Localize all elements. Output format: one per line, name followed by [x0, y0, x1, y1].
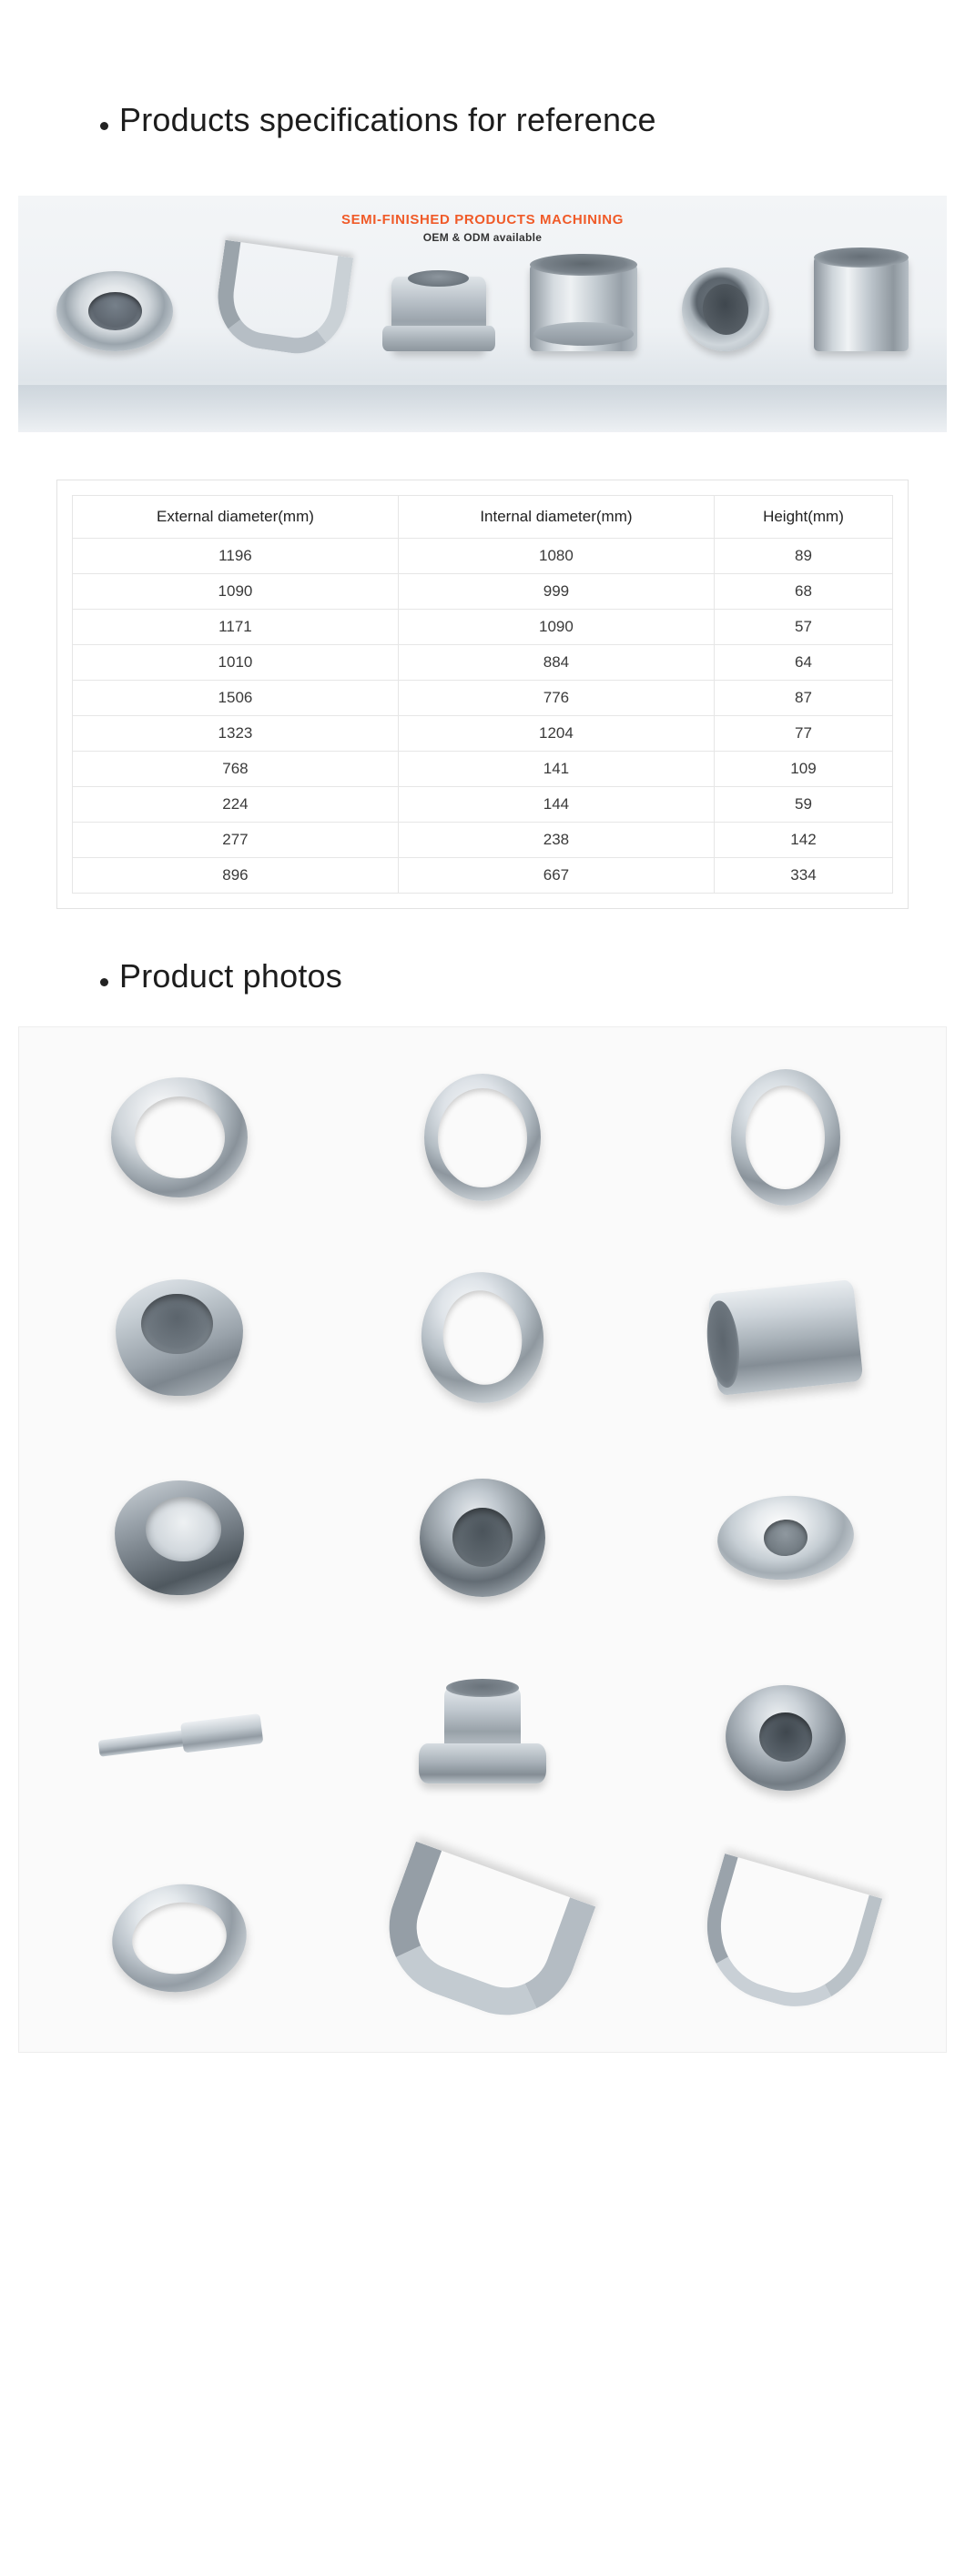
cell-height: 142	[714, 823, 892, 858]
banner-part-stepped-sleeve	[391, 277, 486, 351]
cell-external-diameter: 1506	[73, 681, 399, 716]
cell-height: 87	[714, 681, 892, 716]
cell-height: 64	[714, 645, 892, 681]
banner-subtitle: OEM & ODM available	[422, 231, 543, 245]
banner-part-angled-ring	[682, 268, 769, 351]
table-row	[73, 574, 893, 610]
table-row	[73, 539, 893, 574]
product-photo-forged-ring-slim	[28, 1852, 331, 2025]
bullet-icon	[100, 122, 108, 130]
product-photo-forged-cylinder-long	[634, 1251, 937, 1424]
section-heading-specifications	[0, 0, 965, 139]
banner-text-block	[18, 212, 947, 244]
cell-internal-diameter: 141	[398, 752, 714, 787]
table-head	[73, 496, 893, 539]
product-photo-forged-ring-dark	[331, 1451, 635, 1624]
cell-internal-diameter: 999	[398, 574, 714, 610]
cell-height: 89	[714, 539, 892, 574]
product-photo-forged-stepped-shaft	[28, 1652, 331, 1824]
banner-image	[18, 196, 947, 432]
section-heading-product-photos	[0, 909, 965, 995]
cell-height: 68	[714, 574, 892, 610]
cell-external-diameter: 1323	[73, 716, 399, 752]
product-photo-forged-arc-thick	[331, 1852, 635, 2025]
cell-internal-diameter: 1080	[398, 539, 714, 574]
product-photo-forged-flanged-cup	[331, 1652, 635, 1824]
specifications-table-container	[56, 480, 909, 909]
cell-internal-diameter: 144	[398, 787, 714, 823]
cell-height: 59	[714, 787, 892, 823]
banner-part-half-ring-arc	[218, 248, 347, 351]
product-photos-heading-text: Product photos	[119, 957, 342, 995]
product-photo-forged-sleeve-angled	[28, 1251, 331, 1424]
product-photo-forged-disc-flange	[634, 1451, 937, 1624]
table-header-row	[73, 496, 893, 539]
banner-part-flat-washer-ring	[56, 271, 173, 351]
table-row	[73, 716, 893, 752]
bullet-icon	[100, 978, 108, 986]
cell-external-diameter: 1171	[73, 610, 399, 645]
specifications-heading-text: Products specifications for reference	[119, 101, 656, 138]
cell-external-diameter: 1090	[73, 574, 399, 610]
table-row	[73, 823, 893, 858]
cell-external-diameter: 277	[73, 823, 399, 858]
product-photo-forged-stepped-ring	[634, 1652, 937, 1824]
photo-grid	[28, 1051, 937, 2025]
banner-parts-row	[18, 248, 947, 351]
banner-reflection	[18, 385, 947, 432]
column-header-internal-diameter: Internal diameter(mm)	[398, 496, 714, 539]
cell-internal-diameter: 1204	[398, 716, 714, 752]
product-photo-forged-ring-flat	[28, 1051, 331, 1224]
cell-internal-diameter: 776	[398, 681, 714, 716]
cell-external-diameter: 1010	[73, 645, 399, 681]
column-header-height: Height(mm)	[714, 496, 892, 539]
column-header-external-diameter: External diameter(mm)	[73, 496, 399, 539]
table-row	[73, 610, 893, 645]
cell-external-diameter: 896	[73, 858, 399, 894]
product-photo-gallery	[18, 1026, 947, 2053]
cell-internal-diameter: 1090	[398, 610, 714, 645]
product-photo-forged-ring-oval	[331, 1251, 635, 1424]
cell-internal-diameter: 667	[398, 858, 714, 894]
banner-part-large-cylinder	[530, 264, 637, 351]
specifications-table	[72, 495, 893, 894]
table-row	[73, 858, 893, 894]
table-row	[73, 787, 893, 823]
cell-height: 334	[714, 858, 892, 894]
cell-external-diameter: 768	[73, 752, 399, 787]
product-photo-forged-arc-thin	[634, 1852, 937, 2025]
table-body	[73, 539, 893, 894]
cell-internal-diameter: 238	[398, 823, 714, 858]
banner-title: SEMI-FINISHED PRODUCTS MACHINING	[340, 212, 625, 228]
cell-external-diameter: 1196	[73, 539, 399, 574]
product-photo-forged-tube-dark	[28, 1451, 331, 1624]
cell-external-diameter: 224	[73, 787, 399, 823]
product-photo-forged-ring-tall	[634, 1051, 937, 1224]
table-row	[73, 752, 893, 787]
product-photo-forged-ring-thin	[331, 1051, 635, 1224]
cell-height: 109	[714, 752, 892, 787]
banner-part-tall-tube	[814, 257, 909, 351]
cell-internal-diameter: 884	[398, 645, 714, 681]
table-row	[73, 645, 893, 681]
table-row	[73, 681, 893, 716]
cell-height: 57	[714, 610, 892, 645]
cell-height: 77	[714, 716, 892, 752]
